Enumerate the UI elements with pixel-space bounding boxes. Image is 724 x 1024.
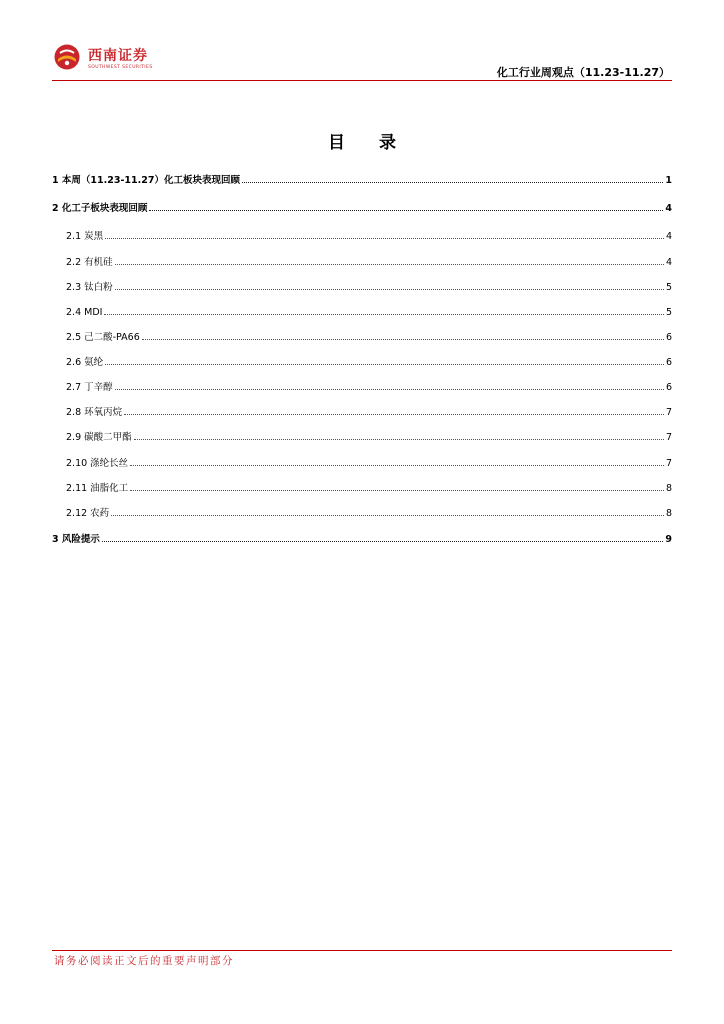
toc-entry-page: 7 — [665, 432, 672, 443]
toc-heading: 目 录 — [328, 133, 410, 153]
toc-entry-label: 2.10 涤纶长丝 — [66, 458, 129, 469]
toc-entry[interactable] — [52, 529, 672, 545]
toc-entry-label: 2.3 钛白粉 — [66, 282, 113, 293]
toc-entry-page: 6 — [665, 357, 672, 368]
toc-entry-page: 5 — [665, 307, 672, 318]
toc-entry[interactable] — [52, 170, 672, 186]
toc-dot-leader — [149, 209, 663, 211]
toc-dot-leader — [104, 313, 664, 315]
toc-entry-label: 3 风险提示 — [52, 534, 100, 545]
toc-dot-leader — [105, 363, 664, 365]
toc-entry-page: 4 — [665, 231, 672, 242]
toc-dot-leader — [130, 489, 664, 491]
southwest-securities-logo-icon — [54, 44, 80, 70]
toc-entry-label: 2 化工子板块表现回顾 — [52, 203, 148, 214]
toc-entry-page: 4 — [665, 203, 672, 214]
toc-dot-leader — [102, 540, 663, 542]
toc-entry[interactable] — [66, 427, 672, 443]
toc-entry[interactable] — [66, 327, 672, 343]
toc-entry-page: 6 — [665, 332, 672, 343]
footer-divider — [52, 950, 672, 951]
toc-dot-leader — [242, 181, 663, 183]
toc-entry[interactable] — [66, 302, 672, 318]
toc-entry-page: 5 — [665, 282, 672, 293]
toc-entry-page: 9 — [665, 534, 672, 545]
toc-entry-page: 8 — [665, 508, 672, 519]
toc-entry-label: 2.8 环氧丙烷 — [66, 407, 123, 418]
toc-entry-label: 2.11 油脂化工 — [66, 483, 129, 494]
toc-entry-page: 7 — [665, 407, 672, 418]
toc-entry[interactable] — [66, 277, 672, 293]
toc-entry[interactable] — [66, 352, 672, 368]
toc-entry-page: 4 — [665, 257, 672, 268]
toc-entry-label: 2.2 有机硅 — [66, 257, 113, 268]
toc-entry[interactable] — [66, 226, 672, 242]
toc-entry-label: 2.6 氨纶 — [66, 357, 104, 368]
toc-entry-page: 6 — [665, 382, 672, 393]
toc-dot-leader — [142, 338, 664, 340]
toc-entry-page: 8 — [665, 483, 672, 494]
header-divider — [52, 80, 672, 81]
toc-entry-label: 2.5 己二酸-PA66 — [66, 332, 140, 343]
toc-entry-page: 7 — [665, 458, 672, 469]
company-logo — [54, 42, 184, 76]
toc-dot-leader — [134, 438, 664, 440]
toc-dot-leader — [115, 388, 664, 390]
toc-entry-label: 2.9 碳酸二甲酯 — [66, 432, 132, 443]
toc-entry-label: 2.7 丁辛醇 — [66, 382, 113, 393]
toc-entry-label: 1 本周（11.23-11.27）化工板块表现回顾 — [52, 175, 240, 186]
toc-entry-label: 2.4 MDI — [66, 307, 103, 318]
logo-chinese-name: 西南证券 — [88, 48, 148, 64]
toc-entry[interactable] — [52, 198, 672, 214]
toc-dot-leader — [115, 288, 664, 290]
toc-entry-label: 2.1 炭黑 — [66, 231, 104, 242]
toc-dot-leader — [111, 514, 664, 516]
footer-disclaimer: 请务必阅读正文后的重要声明部分 — [54, 955, 234, 967]
page-header — [52, 40, 672, 82]
toc-entry-label: 2.12 农药 — [66, 508, 110, 519]
toc-dot-leader — [130, 464, 664, 466]
toc-entry[interactable] — [66, 402, 672, 418]
toc-dot-leader — [115, 263, 664, 265]
toc-entry[interactable] — [66, 252, 672, 268]
toc-entry[interactable] — [66, 377, 672, 393]
toc-entry[interactable] — [66, 503, 672, 519]
toc-dot-leader — [105, 237, 664, 239]
logo-english-name: SOUTHWEST SECURITIES — [88, 65, 153, 70]
toc-entry[interactable] — [66, 478, 672, 494]
toc-entry[interactable] — [66, 453, 672, 469]
toc-entry-page: 1 — [665, 175, 672, 186]
toc-dot-leader — [124, 413, 664, 415]
report-title: 化工行业周观点（11.23-11.27） — [496, 66, 670, 79]
